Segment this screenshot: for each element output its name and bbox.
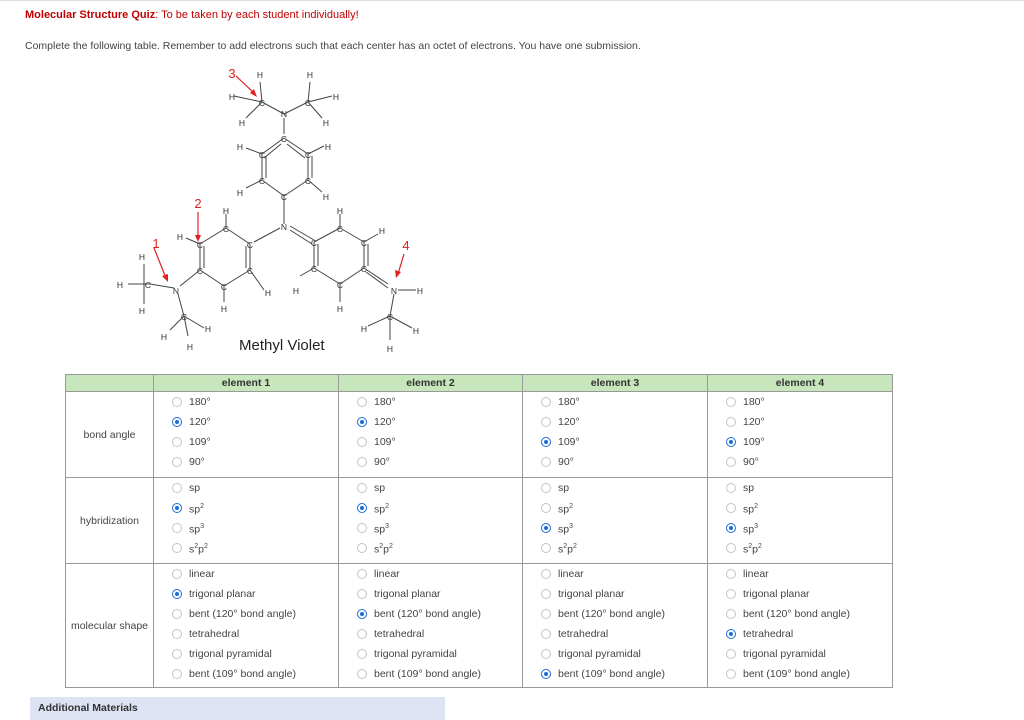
svg-text:H: H [176,232,184,242]
radio-option[interactable] [357,644,522,664]
radio-button[interactable] [357,589,367,599]
svg-text:C: C [310,238,318,248]
radio-button[interactable] [172,569,182,579]
radio-option[interactable] [357,584,522,604]
radio-option[interactable] [726,604,892,624]
svg-text:H: H [322,118,330,128]
option-label: bent (109° bond angle) [558,668,665,680]
option-label: 180° [743,396,765,408]
radio-button[interactable] [172,629,182,639]
radio-button[interactable] [541,503,551,513]
radio-option[interactable] [726,452,892,472]
svg-text:H: H [236,142,244,152]
svg-text:C: C [196,240,204,250]
svg-text:H: H [322,192,330,202]
quiz-header [25,9,359,21]
option-label: 180° [558,396,580,408]
option-label: sp [189,482,201,494]
row-label: molecular shape [66,564,154,688]
radio-button[interactable] [541,609,551,619]
option-label: 109° [374,436,396,448]
option-label: bent (120° bond angle) [743,608,850,620]
radio-option[interactable] [172,478,338,498]
svg-text:H: H [360,324,368,334]
radio-option[interactable] [726,392,892,412]
radio-option[interactable] [357,452,522,472]
radio-button[interactable] [726,569,736,579]
radio-button[interactable] [726,523,736,533]
svg-text:C: C [336,224,344,234]
radio-button[interactable] [357,649,367,659]
svg-text:C: C [144,280,152,290]
table-row [66,392,893,478]
radio-option[interactable] [541,624,707,644]
answer-cell [339,564,523,688]
radio-button[interactable] [726,397,736,407]
svg-text:H: H [138,252,146,262]
option-label: 90° [743,456,759,468]
option-label: $sp^3$ [743,522,758,536]
option-label: $s^2p^2$ [189,542,208,556]
radio-button[interactable] [357,629,367,639]
radio-button[interactable] [172,523,182,533]
option-label: 90° [189,456,205,468]
quiz-table [65,374,893,688]
option-label: 120° [558,416,580,428]
top-divider [0,0,1024,1]
option-label: sp [743,482,755,494]
option-label: $s^2p^2$ [374,542,393,556]
option-label: bent (109° bond angle) [743,668,850,680]
answer-cell [154,564,339,688]
marker-label-2: 2 [194,196,202,211]
molecule-structure-diagram [100,62,430,362]
option-label: linear [743,568,769,580]
answer-cell [523,392,708,478]
svg-text:C: C [304,176,312,186]
radio-option[interactable] [172,452,338,472]
row-label: hybridization [66,478,154,564]
svg-text:H: H [220,304,228,314]
radio-button[interactable] [172,649,182,659]
radio-button[interactable] [541,437,551,447]
radio-option[interactable] [172,624,338,644]
answer-cell [339,392,523,478]
radio-option[interactable] [541,452,707,472]
radio-button[interactable] [357,457,367,467]
svg-text:H: H [336,304,344,314]
radio-option[interactable] [541,432,707,452]
option-label: bent (109° bond angle) [189,668,296,680]
radio-button[interactable] [726,417,736,427]
svg-text:H: H [332,92,340,102]
radio-option[interactable] [172,584,338,604]
svg-text:H: H [238,118,246,128]
option-label: trigonal pyramidal [374,648,457,660]
radio-button[interactable] [726,609,736,619]
radio-option[interactable] [357,498,522,518]
svg-text:N: N [390,286,398,296]
radio-button[interactable] [726,543,736,553]
radio-button[interactable] [541,457,551,467]
radio-button[interactable] [726,483,736,493]
radio-option[interactable] [726,412,892,432]
option-label: linear [374,568,400,580]
corner-cell [66,375,154,392]
option-label: $sp^3$ [558,522,573,536]
column-header: element 4 [708,375,893,392]
radio-button[interactable] [357,543,367,553]
radio-button[interactable] [357,669,367,679]
svg-text:N: N [280,222,288,232]
option-label: trigonal planar [743,588,810,600]
option-label: 120° [189,416,211,428]
answer-cell [708,564,893,688]
svg-text:H: H [236,188,244,198]
svg-text:C: C [246,240,254,250]
marker-label-4: 4 [402,238,410,253]
option-label: tetrahedral [189,628,240,640]
radio-button[interactable] [541,483,551,493]
svg-text:H: H [292,286,300,296]
radio-option[interactable] [357,664,522,684]
radio-option[interactable] [726,538,892,558]
radio-option[interactable] [172,412,338,432]
option-label: 90° [374,456,390,468]
radio-option[interactable] [357,624,522,644]
column-header: element 3 [523,375,708,392]
svg-text:C: C [360,238,368,248]
radio-option[interactable] [172,664,338,684]
marker-label-3: 3 [228,66,236,81]
option-label: tetrahedral [743,628,794,640]
radio-option[interactable] [172,498,338,518]
option-label: 109° [743,436,765,448]
svg-text:H: H [186,342,194,352]
table-row [66,478,893,564]
radio-option[interactable] [172,538,338,558]
option-label: trigonal planar [189,588,256,600]
answer-cell [154,392,339,478]
svg-text:C: C [310,264,318,274]
radio-button[interactable] [541,649,551,659]
radio-option[interactable] [357,538,522,558]
radio-option[interactable] [726,624,892,644]
radio-option[interactable] [357,478,522,498]
svg-text:C: C [336,280,344,290]
radio-option[interactable] [541,584,707,604]
radio-button[interactable] [541,629,551,639]
option-label: trigonal pyramidal [558,648,641,660]
option-label: bent (120° bond angle) [374,608,481,620]
radio-button[interactable] [541,569,551,579]
option-label: 180° [374,396,396,408]
answer-cell [708,478,893,564]
option-label: $sp^2$ [558,502,573,516]
svg-text:H: H [264,288,272,298]
marker-label-1: 1 [152,236,160,251]
svg-text:H: H [138,306,146,316]
radio-option[interactable] [541,392,707,412]
radio-option[interactable] [357,412,522,432]
svg-text:C: C [220,282,228,292]
svg-text:C: C [258,176,266,186]
radio-option[interactable] [357,518,522,538]
svg-text:H: H [256,70,264,80]
option-label: trigonal planar [558,588,625,600]
option-label: sp [374,482,386,494]
radio-button[interactable] [541,523,551,533]
radio-button[interactable] [357,483,367,493]
option-label: $sp^2$ [374,502,389,516]
radio-button[interactable] [541,417,551,427]
svg-text:H: H [324,142,332,152]
radio-button[interactable] [357,569,367,579]
radio-button[interactable] [726,649,736,659]
svg-text:C: C [258,150,266,160]
option-label: $sp^2$ [189,502,204,516]
option-label: tetrahedral [374,628,425,640]
svg-text:H: H [412,326,420,336]
option-label: 120° [374,416,396,428]
radio-option[interactable] [726,584,892,604]
radio-button[interactable] [726,437,736,447]
option-label: trigonal pyramidal [743,648,826,660]
svg-text:C: C [180,312,188,322]
option-label: 120° [743,416,765,428]
svg-text:H: H [116,280,124,290]
option-label: bent (120° bond angle) [558,608,665,620]
radio-button[interactable] [357,503,367,513]
radio-option[interactable] [726,644,892,664]
radio-button[interactable] [357,397,367,407]
radio-button[interactable] [172,669,182,679]
answer-cell [708,392,893,478]
option-label: trigonal pyramidal [189,648,272,660]
svg-text:N: N [280,109,288,119]
option-label: linear [189,568,215,580]
svg-text:C: C [280,192,288,202]
additional-materials-label: Additional Materials [38,702,138,714]
radio-option[interactable] [726,664,892,684]
radio-button[interactable] [172,589,182,599]
radio-button[interactable] [172,417,182,427]
molecule-name: Methyl Violet [239,337,325,354]
option-label: $sp^2$ [743,502,758,516]
radio-button[interactable] [172,483,182,493]
option-label: 109° [189,436,211,448]
radio-option[interactable] [172,392,338,412]
radio-option[interactable] [541,538,707,558]
radio-option[interactable] [172,518,338,538]
radio-option[interactable] [541,498,707,518]
radio-option[interactable] [172,644,338,664]
radio-button[interactable] [726,629,736,639]
svg-text:C: C [280,134,288,144]
radio-button[interactable] [357,417,367,427]
radio-button[interactable] [172,543,182,553]
quiz-title: Molecular Structure Quiz [25,9,156,21]
table-row [66,564,893,688]
radio-option[interactable] [541,664,707,684]
methyl-violet-drawing [100,62,430,362]
radio-option[interactable] [541,644,707,664]
option-label: 90° [558,456,574,468]
svg-text:C: C [304,98,312,108]
instructions: Complete the following table. Remember to add electrons such that each center has an octet of electrons. You have one submission. [25,40,641,52]
quiz-subtitle: : To be taken by each student individually! [155,9,359,21]
radio-option[interactable] [541,478,707,498]
radio-button[interactable] [541,669,551,679]
radio-button[interactable] [541,543,551,553]
answer-cell [339,478,523,564]
radio-option[interactable] [357,392,522,412]
svg-text:H: H [160,332,168,342]
radio-button[interactable] [172,397,182,407]
svg-text:C: C [222,224,230,234]
radio-button[interactable] [541,589,551,599]
radio-option[interactable] [726,432,892,452]
radio-option[interactable] [726,518,892,538]
radio-option[interactable] [726,564,892,584]
column-header: element 2 [339,375,523,392]
svg-text:H: H [204,324,212,334]
radio-button[interactable] [357,609,367,619]
svg-text:C: C [360,264,368,274]
option-label: 109° [558,436,580,448]
radio-button[interactable] [357,437,367,447]
svg-text:H: H [306,70,314,80]
column-header: element 1 [154,375,339,392]
svg-text:C: C [386,312,394,322]
option-label: bent (109° bond angle) [374,668,481,680]
svg-text:N: N [172,286,180,296]
radio-option[interactable] [357,432,522,452]
answer-cell [154,478,339,564]
answer-cell [523,564,708,688]
option-label: $sp^3$ [374,522,389,536]
radio-option[interactable] [357,564,522,584]
radio-button[interactable] [726,503,736,513]
radio-button[interactable] [172,437,182,447]
option-label: $s^2p^2$ [743,542,762,556]
radio-option[interactable] [541,604,707,624]
option-label: sp [558,482,570,494]
radio-option[interactable] [172,604,338,624]
option-label: 180° [189,396,211,408]
svg-text:H: H [416,286,424,296]
option-label: tetrahedral [558,628,609,640]
additional-materials-bar[interactable] [30,697,445,720]
svg-text:H: H [336,206,344,216]
svg-text:C: C [304,150,312,160]
radio-option[interactable] [541,518,707,538]
svg-text:H: H [386,344,394,354]
row-label: bond angle [66,392,154,478]
svg-text:H: H [228,92,236,102]
svg-text:H: H [222,206,230,216]
radio-button[interactable] [726,669,736,679]
svg-text:H: H [378,226,386,236]
radio-button[interactable] [172,503,182,513]
option-label: $sp^3$ [189,522,204,536]
radio-button[interactable] [541,397,551,407]
option-label: linear [558,568,584,580]
svg-text:C: C [196,266,204,276]
radio-option[interactable] [541,412,707,432]
radio-option[interactable] [726,478,892,498]
answer-cell [523,478,708,564]
radio-option[interactable] [726,498,892,518]
radio-option[interactable] [357,604,522,624]
radio-option[interactable] [172,432,338,452]
radio-option[interactable] [172,564,338,584]
radio-button[interactable] [357,523,367,533]
option-label: bent (120° bond angle) [189,608,296,620]
svg-text:C: C [258,98,266,108]
radio-button[interactable] [726,589,736,599]
radio-button[interactable] [172,609,182,619]
radio-button[interactable] [172,457,182,467]
radio-button[interactable] [726,457,736,467]
option-label: $s^2p^2$ [558,542,577,556]
svg-text:C: C [246,266,254,276]
option-label: trigonal planar [374,588,441,600]
radio-option[interactable] [541,564,707,584]
